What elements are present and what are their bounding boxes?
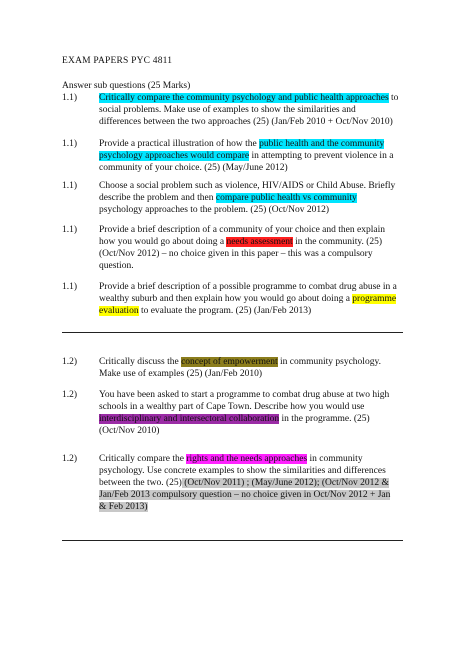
question-text: You have been asked to start a programme to combat drug abuse at two high schools in a wealthy part of Cape Town. Describe how you would use interdisciplinary and intersectoral collaboration in the programme. (25) (Oct/Nov 2010) (99, 390, 390, 436)
question-text: Provide a brief description of a community of your choice and then explain how you would go about doing a needs assessment in the community. (25) (Oct/Nov 2012) – no choice given in this paper – this was a compulsory question. (99, 225, 385, 271)
question-1-2-a (62, 356, 407, 380)
question-1-1-e (62, 281, 407, 317)
question-1-1-a (62, 92, 407, 128)
highlight-cyan: Critically compare the community psychology and public health approaches (99, 93, 389, 103)
question-number: 1.1) (62, 282, 78, 292)
highlight-cyan: psychology approaches would compare (99, 151, 250, 161)
question-1-1-b (62, 138, 407, 174)
highlight-yellow: programme (352, 294, 397, 304)
question-text: Critically compare the community psychology and public health approaches to social problems. Make use of examples to show the similarities and differences between the two approaches (25) (Jan/Feb 2010 + Oct/Nov 2010) (99, 93, 399, 127)
highlight-cyan: public health and the community (259, 139, 385, 149)
question-1-2-c (62, 453, 407, 513)
question-text: Provide a practical illustration of how the public health and the community psychology approaches would compare in attempting to prevent violence in a community of your choice. (25) (May/June 2012) (99, 139, 394, 173)
question-number: 1.1) (62, 225, 78, 235)
section-divider (62, 540, 403, 541)
highlight-olive: concept of empowerment (181, 357, 278, 367)
question-number: 1.1) (62, 93, 78, 103)
question-number: 1.2) (62, 357, 78, 367)
highlight-yellow: evaluation (99, 306, 139, 316)
question-text: Critically discuss the concept of empowerment in community psychology. Make use of examples (25) (Jan/Feb 2010) (99, 357, 381, 379)
question-number: 1.1) (62, 181, 78, 191)
highlight-purple: interdisciplinary and intersectoral collaboration (99, 414, 280, 424)
highlight-cyan: compare public health vs community (215, 193, 357, 203)
question-text: Choose a social problem such as violence, HIV/AIDS or Child Abuse. Briefly describe the problem and then compare public health vs community psychology approaches to the problem. (25) (Oct/Nov 2012) (99, 181, 396, 215)
question-1-1-d (62, 224, 407, 272)
question-1-1-c (62, 180, 407, 216)
section-divider (62, 332, 403, 333)
question-text: Critically compare the rights and the needs approaches in community psychology. Use concrete examples to show the similarities and differences between the two. (25) (Oct/Nov 2011) ; (May/June 2012); (Oct/Nov 2012 & Jan/Feb 2013 compulsory question – no choice given in Oct/Nov 2012 + Jan & Feb 2013) (99, 454, 391, 512)
document-title: EXAM PAPERS PYC 4811 (62, 56, 173, 66)
highlight-gray: & Feb 2013) (99, 502, 148, 512)
highlight-gray: (Oct/Nov 2011) ; (May/June 2012); (Oct/Nov 2012 & (181, 478, 389, 488)
question-number: 1.2) (62, 454, 78, 464)
question-1-2-b (62, 389, 407, 437)
highlight-gray: Jan/Feb 2013 compulsory question – no choice given in Oct/Nov 2012 + Jan (99, 490, 391, 500)
highlight-red: needs assessment (226, 237, 293, 247)
question-text: Provide a brief description of a possible programme to combat drug abuse in a wealthy suburb and then explain how you would go about doing a programme evaluation to evaluate the program. (25) (Jan/Feb 2013) (99, 282, 397, 316)
highlight-magenta: rights and the needs approaches (186, 454, 308, 464)
question-number: 1.1) (62, 139, 78, 149)
instructions-subtitle: Answer sub questions (25 Marks) (62, 81, 191, 91)
question-number: 1.2) (62, 390, 78, 400)
